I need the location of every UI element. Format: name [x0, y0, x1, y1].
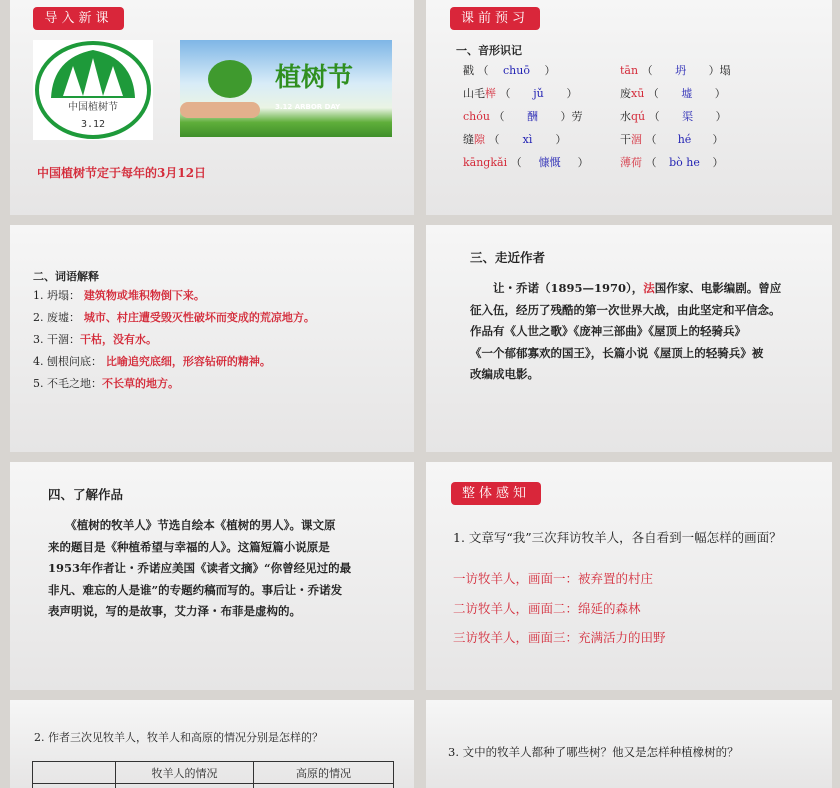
definition: 建筑物或堆积物倒下来。: [80, 289, 205, 302]
word-part: 塌: [719, 64, 731, 77]
banner-title: 植树节: [275, 63, 354, 93]
arbor-day-banner: [180, 40, 392, 137]
paragraph-line: 表声明说，写的是故事，艾力泽・布菲是虚构的。: [48, 604, 301, 618]
word-part: 干: [620, 133, 631, 146]
vocab-item: [620, 132, 724, 148]
paren: ）: [714, 87, 726, 100]
logo-date: 3.12: [80, 119, 106, 130]
paren: （: [496, 87, 511, 100]
paren: ）: [566, 87, 578, 100]
answer: bò he: [669, 156, 700, 169]
slide-overview[interactable]: [426, 462, 832, 690]
term: 3. 干涸：: [33, 333, 80, 346]
question: 1. 文章写“我”三次拜访牧羊人，各自看到一幅怎样的画面？: [453, 530, 782, 545]
answer: 一访牧羊人，画面一：被弃置的村庄: [453, 571, 654, 586]
table-header-row: [33, 762, 394, 784]
section-heading: 三、走近作者: [470, 250, 546, 265]
target-part: chóu: [463, 110, 490, 123]
answer: 慷慨: [538, 156, 561, 169]
paren: ）: [577, 156, 589, 169]
word-part: 劳: [571, 110, 583, 123]
vocab-item: [463, 63, 556, 79]
target-part: qú: [631, 110, 646, 123]
word-part: 戳: [463, 64, 474, 77]
paren: （: [642, 156, 657, 169]
word-part: 废: [620, 87, 631, 100]
paragraph-line: 《一个郁郁寡欢的国王》，长篇小说《屋顶上的轻骑兵》被: [470, 345, 764, 360]
table-cell[interactable]: [254, 784, 394, 788]
target-part: xū: [631, 87, 645, 100]
target-part: 薄荷: [620, 156, 642, 169]
vocab-item: [463, 86, 578, 102]
term-item: [33, 288, 205, 304]
word-part: 水: [620, 110, 631, 123]
term: 5. 不毛之地：: [33, 377, 102, 390]
word-part: 山毛: [463, 87, 485, 100]
word-part: 缝: [463, 133, 474, 146]
paragraph-line: [470, 278, 830, 300]
answer: 酬: [526, 110, 538, 123]
vocab-item: [620, 86, 726, 102]
table-cell[interactable]: [116, 784, 254, 788]
answer: 渠: [682, 110, 694, 123]
highlight: 法: [643, 281, 655, 295]
target-part: tān: [620, 64, 639, 77]
definition: 城市、村庄遭受毁灭性破坏而变成的荒凉地方。: [80, 311, 315, 324]
question: 3. 文中的牧羊人都种了哪些树？他又是怎样种植橡树的？: [448, 745, 739, 759]
slide-work[interactable]: [10, 462, 414, 690]
paragraph-line: 《植树的牧羊人》节选自绘本《植树的男人》。课文原: [48, 518, 336, 532]
slide-preview[interactable]: [426, 0, 832, 215]
table-header: 牧羊人的情况: [116, 762, 254, 784]
paragraph-line: 非凡、难忘的人是谁”的专题约稿而写的。事后让・乔诺发: [48, 582, 343, 597]
author-paragraph: [470, 278, 830, 386]
target-part: 榉: [485, 87, 496, 100]
vocab-item: [620, 155, 724, 171]
table-header: 高原的情况: [254, 762, 394, 784]
slide-author[interactable]: [426, 225, 832, 452]
table-row: [33, 784, 394, 788]
paragraph-line: 改编成电影。: [470, 367, 539, 381]
paragraph-line: 作品有《人世之歌》《庞神三部曲》《屋顶上的轻骑兵》: [470, 324, 746, 338]
section-heading: 四、了解作品: [48, 487, 124, 502]
section-badge: 课前预习: [450, 7, 540, 30]
text: 国作家、电影编剧。曾应: [654, 281, 782, 295]
paren: （: [644, 87, 659, 100]
section-heading: 一、音形识记: [456, 44, 522, 57]
paren: （: [638, 64, 653, 77]
target-part: 涸: [631, 133, 642, 146]
definition: 比喻追究底细，形容钻研的精神。: [102, 355, 271, 368]
paren: （: [645, 110, 660, 123]
term: 2. 废墟：: [33, 311, 80, 324]
paren: （: [489, 110, 505, 123]
slide-intro[interactable]: [10, 0, 414, 215]
banner-subtitle: 3.12 ARBOR DAY: [275, 103, 341, 111]
text: 让・乔诺（1895—1970），: [470, 281, 644, 295]
paren: ）: [555, 133, 567, 146]
vocab-item: [463, 132, 567, 148]
answer: jǔ: [533, 87, 544, 100]
paragraph-line: 征入伍，经历了残酷的第一次世界大战，由此坚定和平信念。: [470, 302, 781, 317]
answer: 坍: [675, 64, 687, 77]
paren: ）: [712, 156, 724, 169]
table-cell[interactable]: [33, 784, 116, 788]
slide-question-2[interactable]: [10, 700, 414, 788]
vocab-item: [463, 109, 582, 125]
section-heading: 二、词语解释: [33, 270, 99, 283]
answer: 三访牧羊人，画面三：充满活力的田野: [453, 630, 666, 645]
definition: 不长草的地方。: [102, 377, 179, 390]
paragraph-line: 来的题目是《种植希望与幸福的人》。这篇短篇小说原是: [48, 539, 330, 554]
paren: （: [485, 133, 500, 146]
arbor-day-caption: 中国植树节定于每年的3月12日: [37, 166, 207, 180]
answer: xì: [522, 133, 533, 146]
section-badge: 整体感知: [451, 482, 541, 505]
vocab-item: [620, 109, 727, 125]
term-item: [33, 310, 315, 326]
paren: （: [507, 156, 522, 169]
answer: 墟: [681, 87, 693, 100]
paren: ）: [708, 64, 720, 77]
hands-image: [180, 102, 260, 118]
slide-vocabulary[interactable]: [10, 225, 414, 452]
logo-text: 中国植树节: [68, 102, 118, 113]
slide-question-3[interactable]: [426, 700, 832, 788]
arbor-day-logo: [33, 40, 153, 140]
paren: ）: [560, 110, 572, 123]
paren: ）: [715, 110, 727, 123]
vocab-item: [463, 155, 589, 171]
term-item: [33, 376, 179, 392]
paren: ）: [544, 64, 556, 77]
paren: （: [642, 133, 657, 146]
section-badge: 导入新课: [33, 7, 124, 30]
question: 2. 作者三次见牧羊人，牧羊人和高原的情况分别是怎样的？: [34, 731, 323, 744]
paren: （: [474, 64, 489, 77]
paren: ）: [712, 133, 724, 146]
target-part: 隙: [474, 133, 485, 146]
target-part: kāngkǎi: [463, 156, 508, 169]
work-paragraph: [48, 515, 408, 623]
definition: 干枯，没有水。: [80, 333, 157, 346]
answer: 二访牧羊人，画面二：绵延的森林: [453, 601, 641, 616]
paragraph-line: 1953年作者让・乔诺应美国《读者文摘》“你曾经见过的最: [48, 561, 352, 575]
term-item: [33, 354, 271, 370]
tree-in-hands-image: [208, 60, 252, 98]
term: 1. 坍塌：: [33, 289, 80, 302]
vocab-item: [620, 63, 731, 79]
table-header: [33, 762, 116, 784]
term-item: [33, 332, 157, 348]
answer: hé: [677, 133, 692, 146]
answer: chuō: [503, 64, 530, 77]
term: 4. 刨根问底：: [33, 355, 102, 368]
comparison-table: [32, 761, 394, 788]
